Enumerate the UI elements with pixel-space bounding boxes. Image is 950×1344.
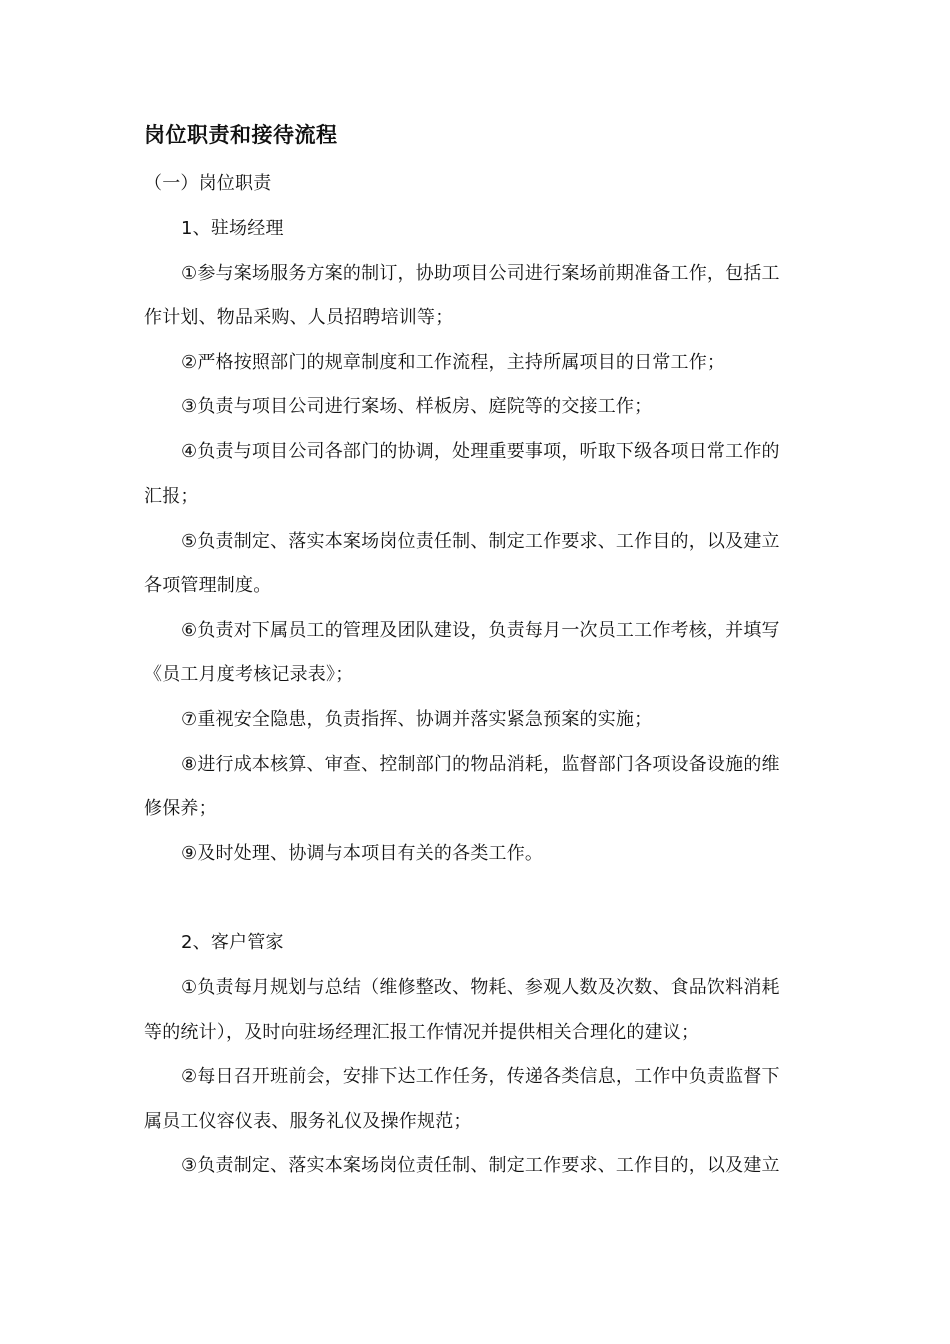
role-heading-manager: 1、驻场经理 bbox=[181, 218, 284, 239]
role-heading-butler: 2、客户管家 bbox=[181, 932, 284, 953]
duty-line: 等的统计），及时向驻场经理汇报工作情况并提供相关合理化的建议； bbox=[144, 1022, 700, 1043]
section-heading: （一）岗位职责 bbox=[144, 173, 272, 194]
duty-line: 属员工仪容仪表、服务礼仪及操作规范； bbox=[144, 1111, 472, 1132]
duty-line: 《员工月度考核记录表》； bbox=[144, 664, 354, 685]
duty-line: ⑦重视安全隐患，负责指挥、协调并落实紧急预案的实施； bbox=[181, 709, 653, 730]
duty-line: 各项管理制度。 bbox=[144, 575, 272, 596]
duty-line: ⑧进行成本核算、审查、控制部门的物品消耗，监督部门各项设备设施的维 bbox=[181, 754, 780, 775]
duty-line: ④负责与项目公司各部门的协调，处理重要事项，听取下级各项日常工作的 bbox=[181, 441, 780, 462]
duty-line: ③负责与项目公司进行案场、样板房、庭院等的交接工作； bbox=[181, 396, 653, 417]
duty-line: ③负责制定、落实本案场岗位责任制、制定工作要求、工作目的，以及建立 bbox=[181, 1155, 780, 1176]
duty-line: ②每日召开班前会，安排下达工作任务，传递各类信息，工作中负责监督下 bbox=[181, 1066, 780, 1087]
duty-line: ⑥负责对下属员工的管理及团队建设，负责每月一次员工工作考核，并填写 bbox=[181, 620, 780, 641]
duty-line: ①参与案场服务方案的制订，协助项目公司进行案场前期准备工作，包括工 bbox=[181, 263, 780, 284]
duty-line: ②严格按照部门的规章制度和工作流程，主持所属项目的日常工作； bbox=[181, 352, 726, 373]
document-title: 岗位职责和接待流程 bbox=[144, 123, 338, 147]
duty-line: ⑤负责制定、落实本案场岗位责任制、制定工作要求、工作目的，以及建立 bbox=[181, 531, 780, 552]
duty-line: ①负责每月规划与总结（维修整改、物耗、参观人数及次数、食品饮料消耗 bbox=[181, 977, 780, 998]
duty-line: 汇报； bbox=[144, 486, 199, 507]
duty-line: ⑨及时处理、协调与本项目有关的各类工作。 bbox=[181, 843, 544, 864]
duty-line: 作计划、物品采购、人员招聘培训等； bbox=[144, 307, 454, 328]
duty-line: 修保养； bbox=[144, 798, 217, 819]
